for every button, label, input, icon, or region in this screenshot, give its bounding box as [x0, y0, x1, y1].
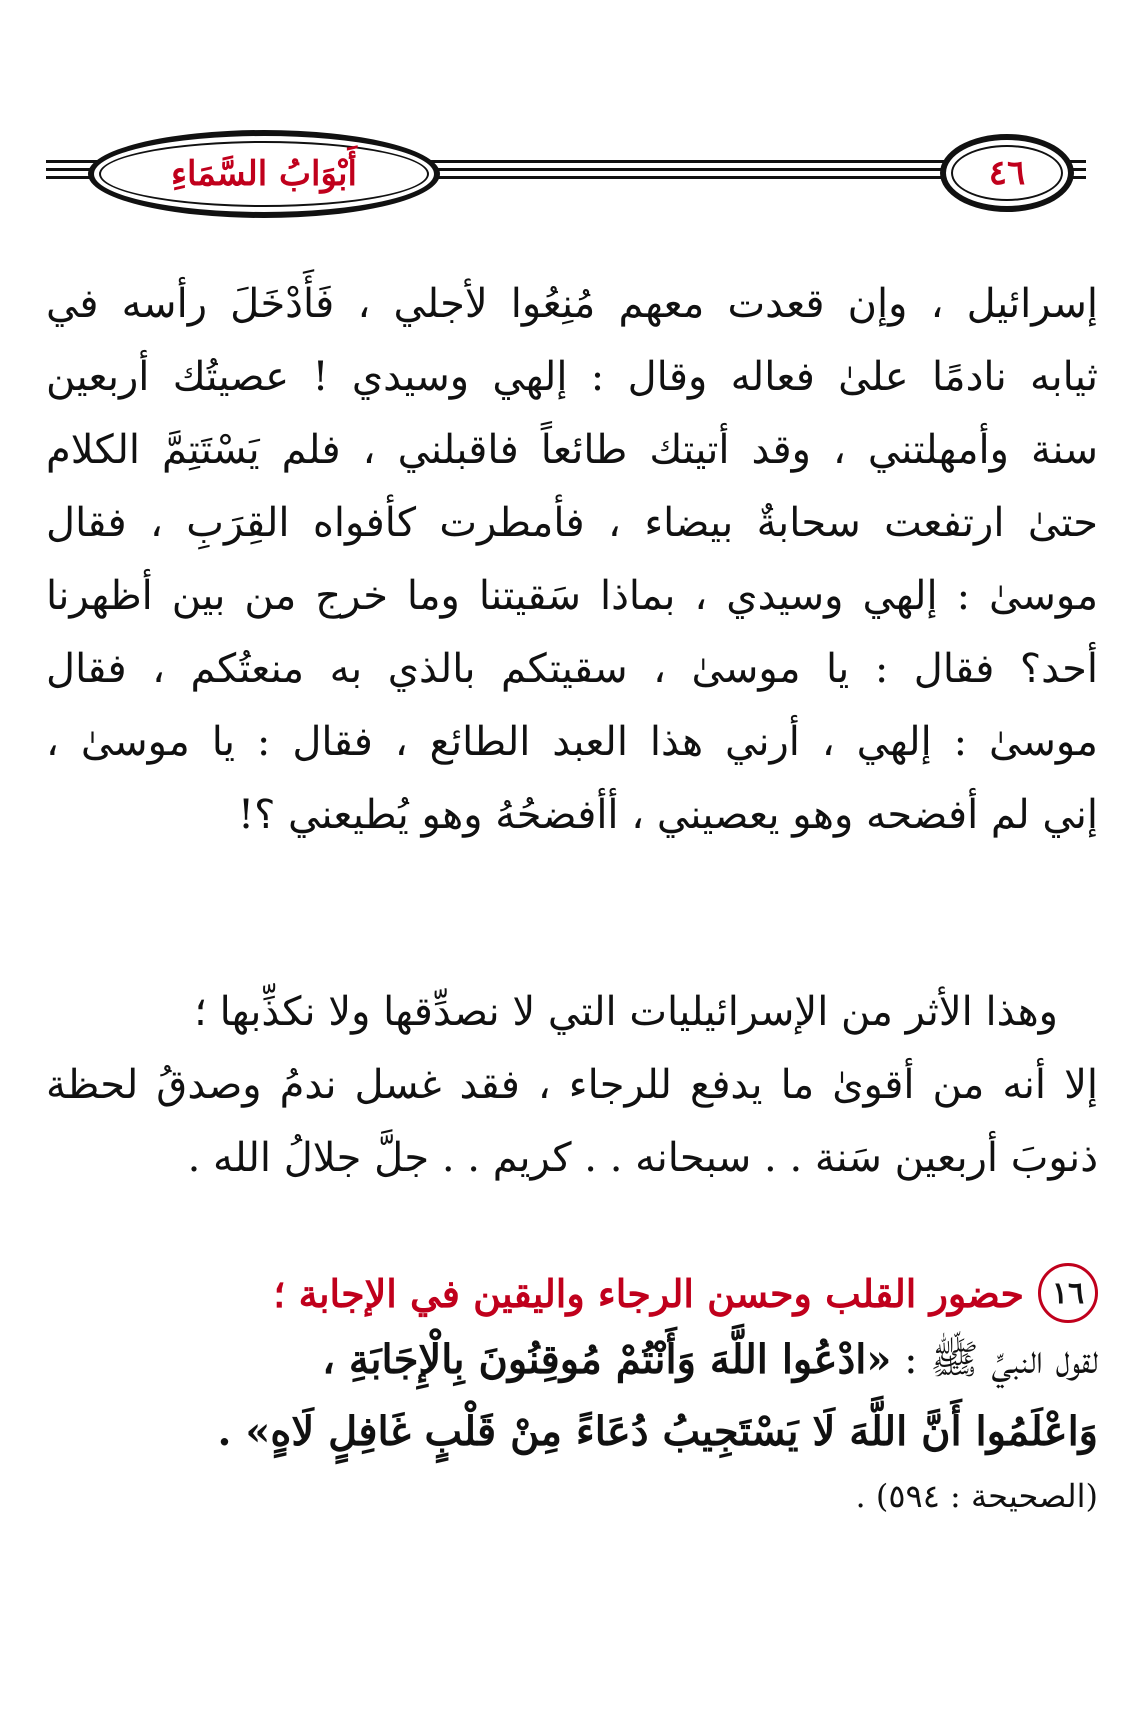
page-number: ٤٦ [988, 153, 1026, 193]
header-title-oval [88, 130, 440, 218]
text-line: وهذا الأثر من الإسرائيليات التي لا نصدِّقها ولا نكذِّبها ؛ [194, 989, 1058, 1035]
paragraph-2 [46, 976, 1098, 1195]
section-16 [46, 1262, 1098, 1524]
hadith-text: «ادْعُوا اللَّهَ وَأَنْتُمْ مُوقِنُونَ بِالْإِجَابَةِ ، [322, 1336, 892, 1383]
section-title: حضور القلب وحسن الرجاء واليقين في الإجابة ؛ [273, 1270, 1024, 1316]
text-line: أحد؟ فقال : يا موسىٰ ، سقيتكم بالذي به منعتُكم ، فقال [46, 646, 1098, 692]
section-heading [46, 1262, 1098, 1324]
section-number: ١٦ [1038, 1263, 1098, 1323]
text-line: حتىٰ ارتفعت سحابةٌ بيضاء ، فأمطرت كأفواه القِرَبِ ، فقال [46, 500, 1098, 546]
text-line: إلا أنه من أقوىٰ ما يدفع للرجاء ، فقد غسل ندمُ وصدقُ لحظة [46, 1062, 1098, 1108]
text-line: موسىٰ : إلهي ، أرني هذا العبد الطائع ، فقال : يا موسىٰ ، [46, 719, 1098, 765]
book-title: أَبْوَابُ السَّمَاءِ [171, 154, 357, 194]
text-line: سنة وأمهلتني ، وقد أتيتك طائعاً فاقبلني ، فلم يَسْتَتِمَّ الكلام [46, 427, 1098, 473]
text-line: ذنوبَ أربعين سَنة . . سبحانه . . كريم . . جلَّ جلالُ الله . [187, 1135, 1098, 1181]
text-line: إني لم أفضحه وهو يعصيني ، أأفضحُهُ وهو يُطيعني ؟! [238, 792, 1098, 838]
hadith-intro: لقول النبيِّ ﷺ : [891, 1337, 1098, 1383]
text-line: ثيابه نادمًا علىٰ فعاله وقال : إلهي وسيدي ! عصيتُك أربعين [46, 354, 1098, 400]
page-header [0, 120, 1132, 230]
hadith-line-1 [46, 1324, 1098, 1396]
text-line: موسىٰ : إلهي وسيدي ، بماذا سَقيتنا وما خرج من بين أظهرنا [46, 573, 1098, 619]
text-line: إسرائيل ، وإن قعدت معهم مُنِعُوا لأجلي ، فَأَدْخَلَ رأسه في [46, 281, 1098, 327]
page-number-oval [940, 134, 1074, 212]
citation: (الصحيحة : ٥٩٤) . [855, 1477, 1098, 1515]
paragraph-1 [46, 268, 1098, 852]
hadith-line-2: وَاعْلَمُوا أَنَّ اللَّهَ لَا يَسْتَجِيبُ دُعَاءً مِنْ قَلْبٍ غَافِلٍ لَاهٍ» . [217, 1408, 1098, 1455]
